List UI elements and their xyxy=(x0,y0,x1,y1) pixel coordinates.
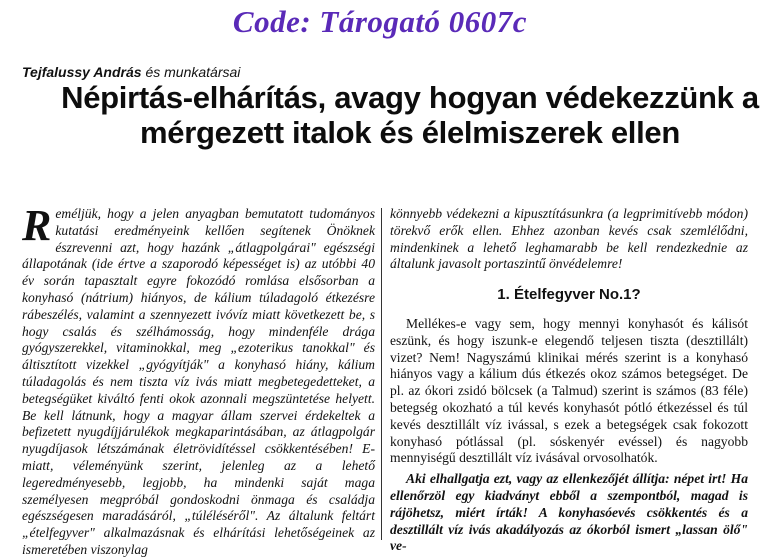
document-code-header: Code: Tárogató 0607c xyxy=(232,4,528,39)
section-body: Mellékes-e vagy sem, hogy mennyi konyhasót és kálisót eszünk, és hogy iszunk-e elegendő teljesen tiszta (desztillált) vizet? Nem! Nagyszámú klinikai mérés szerint is a konyhasó hiányos vagy a kálium dús étkezés okoz számos betegséget. De pl. az ókori zsidó bölcsek (a Talmud) szerint is számos (83 féle) betegség okozható a túl kevés konyhasót pótló étkezéssel és túl kevés desztillált víz ivással, s ezek a betegségek csak fokozott konyhasó pótlással (pl. sóskenyér evéssel) és nagyobb mennyiségű desztillált víz ivásával orvosolhatók. xyxy=(390,315,748,466)
article-title: Népirtás-elhárítás, avagy hogyan védekezzünk a mérgezett italok és élelmiszerek ellen xyxy=(61,80,759,150)
emphasis-paragraph: Aki elhallgatja ezt, vagy az ellenkezőjét állítja: népet irt! Ha ellenőrzöl egy kiadványt ebből a szempontból, magad is rájöhetsz, miért írták! A konyhasóevés csökkentés és a desztillált víz ivás akadályozás az ókorból ismert „lassan ölő" ve- xyxy=(390,471,748,554)
byline xyxy=(22,64,240,80)
section-heading: 1. Ételfegyver No.1? xyxy=(497,286,641,304)
right-column-intro: könnyebb védekezni a kipusztításunkra (a legprimitívebb módon) törekvő erők ellen. Ehhez azonban kevés csak szemlélődni, mindenkinek a lehető leghamarabb be kell rendezkednie az általunk javasolt portaszintű önvédelemre! xyxy=(390,206,748,272)
left-column-text: eméljük, hogy a jelen anyagban bemutatott tudományos kutatási eredményeink kellően segítenek Önöknek észrevenni azt, hogy hazánk „átlagpolgárai" egészségi állapotának (ide értve a szaporodó képességet is) az utóbbi 40 év során tapasztalt egyre fokozódó romlása elsősorban a konyhasó (nátrium) hiányos, de kálium túladagoló étkezésre rábeszélés, valamint a szennyezett ivóvíz miatt következett be, s hogy csalás és szélhámosság, hogy mindenféle drága gyógyszerekkel, vitaminokkal, meg „ezoterikus tanokkal" és áltisztított vizekkel „gyógyítják" a konyhasó hiány, kálium túladagolás és nem tiszta víz ivás miatt megbetegedetteket, a betegségüket kiváltó fenti okok azonnali megszüntetése helyett. Be kell látnunk, hogy a magyar állam szervei érdekeltek a befizetett nyugdíjjárulékok megkaparintásában, az átlagpolgár nyugdíjasok létszámának életrövidítéssel csökkentésében! E-miatt, véleményünk szerint, jelenleg az a lehető legeredményesebb, legjobb, ha mindenki saját maga személyesen megpróbál gondoskodni önmaga és családja egészségesen maradásáról, „túléléséről". Az általunk feltárt „ételfegyver" alkalmazásnak és elhárítási lehetőségeinek az ismeretében viszonylag xyxy=(22,206,375,557)
left-column xyxy=(22,201,375,559)
column-divider xyxy=(381,208,382,540)
drop-cap: R xyxy=(22,201,52,250)
coauthors: és munkatársai xyxy=(145,64,241,80)
right-column xyxy=(390,206,748,555)
author-name: Tejfalussy András xyxy=(22,64,142,80)
